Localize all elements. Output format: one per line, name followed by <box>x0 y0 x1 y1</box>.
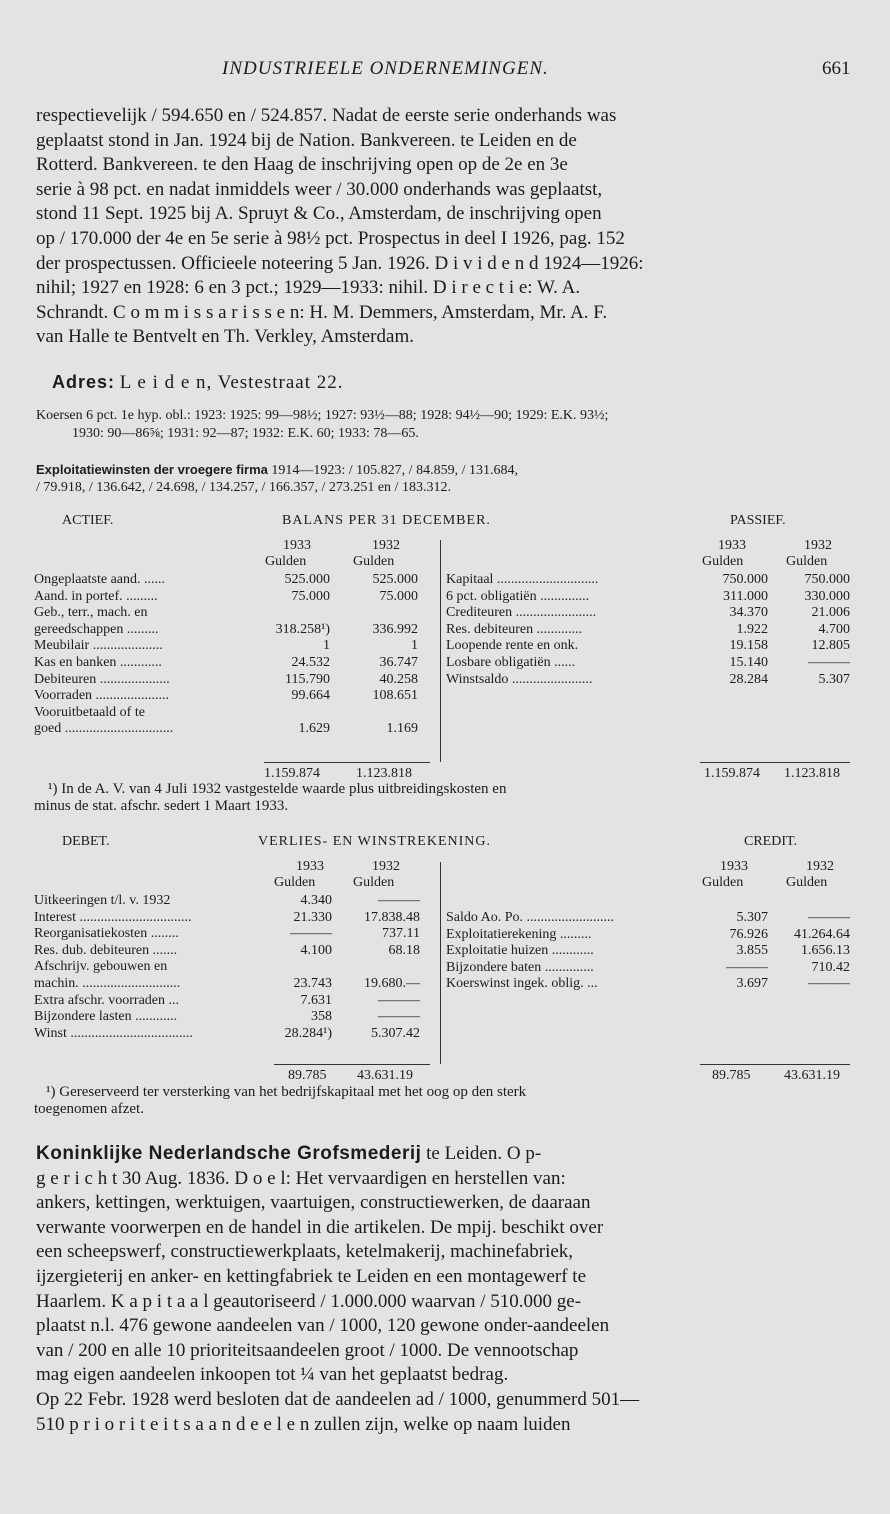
section2-line-0: te Leiden. O p- <box>426 1143 542 1164</box>
row-value: 23.743 <box>293 976 332 991</box>
section2-line: Haarlem. K a p i t a a l geautoriseerd / 1.000.000 waarvan / 510.000 ge- <box>36 1290 582 1312</box>
row-value: 68.18 <box>388 942 420 958</box>
intro-line: serie à 98 pct. en nadat inmiddels weer / 30.000 onderhands was geplaatst, <box>36 178 603 200</box>
intro-line: op / 170.000 der 4e en 5e serie à 98½ pct. Prospectus in deel I 1926, pag. 152 <box>36 228 625 249</box>
row-label: Geb., terr., mach. en <box>34 605 148 621</box>
row-value: 336.992 <box>372 621 418 637</box>
balans-total-p1: 1.159.874 <box>704 766 760 781</box>
row-label: Vooruitbetaald of te <box>34 704 145 720</box>
row-value: 750.000 <box>804 572 850 587</box>
verlies-divider <box>440 862 441 1064</box>
row-value: 28.284¹) <box>284 1025 332 1041</box>
balans-title: BALANS PER 31 DECEMBER. <box>282 513 491 528</box>
address-line <box>52 372 344 394</box>
row-label: Reorganisatiekosten ........ <box>34 926 179 942</box>
row-value: ——— <box>378 1009 420 1025</box>
balans-left-head: ACTIEF. <box>62 513 114 528</box>
balans-right-head: PASSIEF. <box>730 513 786 528</box>
row-value: 358 <box>311 1009 332 1025</box>
verlies-total-d1: 89.785 <box>288 1068 327 1083</box>
row-value: ——— <box>808 976 850 992</box>
balans-p-year2: 1932 <box>804 538 832 553</box>
section2-line: g e r i c h t 30 Aug. 1836. D o e l: Het vervaardigen en herstellen van: <box>36 1167 566 1189</box>
row-label: Losbare obligatiën ...... <box>446 655 576 670</box>
section2-line: Op 22 Febr. 1928 werd besloten dat de aandeelen ad / 1000, genummerd 501— <box>36 1389 640 1410</box>
row-label: Uitkeeringen t/l. v. 1932 <box>34 893 171 908</box>
intro-line: Schrandt. C o m m i s s a r i s s e n: H. M. Demmers, Amsterdam, Mr. A. F. <box>36 301 608 323</box>
row-value: 3.697 <box>736 976 768 992</box>
balans-a-year1: 1933 <box>283 538 311 553</box>
row-label: goed ............................... <box>34 721 174 737</box>
row-value: 5.307 <box>818 671 850 687</box>
exploitatie-label: Exploitatiewinsten der vroegere firma <box>36 462 268 477</box>
row-value: 28.284 <box>729 671 768 687</box>
row-label: Extra afschr. voorraden ... <box>34 992 179 1008</box>
row-value: 5.307.42 <box>371 1025 420 1041</box>
balans-total-p2: 1.123.818 <box>784 766 840 781</box>
row-value: 5.307 <box>736 910 768 925</box>
verlies-d-unit1: Gulden <box>274 875 316 890</box>
balans-total-rule-right <box>700 762 850 763</box>
page-number: 661 <box>822 58 851 79</box>
balans-a-unit2: Gulden <box>353 554 395 569</box>
section2-line: ijzergieterij en anker- en kettingfabriek te Leiden en een montagewerf te <box>36 1266 586 1287</box>
row-value: 4.700 <box>818 621 850 637</box>
row-value: 1.629 <box>298 721 330 737</box>
row-value: 3.855 <box>736 943 768 959</box>
row-label: Loopende rente en onk. <box>446 638 579 654</box>
balans-total-a2: 1.123.818 <box>356 766 412 781</box>
row-value: 36.747 <box>379 655 418 670</box>
row-label: Aand. in portef. ......... <box>34 588 158 604</box>
row-label: 6 pct. obligatiën .............. <box>446 588 590 604</box>
row-value: 7.631 <box>300 992 332 1008</box>
section2-line: plaatst n.l. 476 gewone aandeelen van / 1000, 120 gewone onder-aandeelen <box>36 1315 610 1337</box>
row-value: 40.258 <box>379 671 418 687</box>
verlies-d-unit2: Gulden <box>353 875 395 890</box>
row-value: 12.805 <box>811 638 850 654</box>
running-header: INDUSTRIEELE ONDERNEMINGEN. <box>222 58 549 79</box>
intro-line: respectievelijk / 594.650 en / 524.857. Nadat de eerste serie onderhands was <box>36 105 617 126</box>
balans-divider <box>440 540 441 762</box>
row-label: Res. dub. debiteuren ....... <box>34 942 178 958</box>
row-value: 19.680.— <box>364 976 420 991</box>
verlies-c-unit2: Gulden <box>786 875 828 890</box>
row-value: ——— <box>808 655 850 670</box>
section2-first-line <box>36 1143 541 1165</box>
row-label: Saldo Ao. Po. ......................... <box>446 910 615 925</box>
intro-line: nihil; 1927 en 1928: 6 en 3 pct.; 1929—1933: nihil. D i r e c t i e: W. A. <box>36 277 581 299</box>
verlies-footnote-2: toegenomen afzet. <box>34 1101 144 1117</box>
row-value: 75.000 <box>379 588 418 604</box>
row-value: 1.922 <box>736 621 768 637</box>
row-value: 75.000 <box>291 588 330 604</box>
intro-line: geplaatst stond in Jan. 1924 bij de Nation. Bankvereen. te Leiden en de <box>36 129 577 151</box>
section2-line: ankers, kettingen, werktuigen, vaartuigen, constructiewerken, de daaraan <box>36 1192 591 1214</box>
company-name: Koninklijke Nederlandsche Grofsmederij <box>36 1143 422 1164</box>
row-value: 21.330 <box>293 909 332 925</box>
row-value: 318.258¹) <box>275 621 330 637</box>
row-value: 76.926 <box>729 926 768 942</box>
row-value: 737.11 <box>382 926 420 942</box>
row-value: 15.140 <box>729 655 768 670</box>
row-label: Koerswinst ingek. oblig. ... <box>446 976 598 992</box>
section2-line: verwante voorwerpen en de handel in die artikelen. De mpij. beschikt over <box>36 1216 604 1238</box>
balans-p-year1: 1933 <box>718 538 746 553</box>
verlies-d-year2: 1932 <box>372 859 400 874</box>
row-value: ——— <box>808 910 850 925</box>
row-label: Exploitatie huizen ............ <box>446 943 594 959</box>
verlies-right-head: CREDIT. <box>744 834 798 849</box>
row-value: 17.838.48 <box>364 909 420 925</box>
section2-line: 510 p r i o r i t e i t s a a n d e e l e n zullen zijn, welke op naam luiden <box>36 1413 571 1435</box>
row-value: ——— <box>290 926 332 942</box>
verlies-total-rule-right <box>700 1064 850 1065</box>
row-value: 750.000 <box>722 572 768 587</box>
row-label: Bijzondere baten .............. <box>446 959 594 975</box>
row-label: Interest ................................ <box>34 909 192 925</box>
row-value: ——— <box>726 959 768 975</box>
row-value: 4.340 <box>300 893 332 908</box>
row-label: Winst ................................... <box>34 1025 193 1041</box>
row-label: Kapitaal ............................. <box>446 572 599 587</box>
exploitatie-line-1 <box>36 462 518 479</box>
balans-a-unit1: Gulden <box>265 554 307 569</box>
verlies-total-d2: 43.631.19 <box>357 1068 413 1083</box>
verlies-title: VERLIES- EN WINSTREKENING. <box>258 834 491 849</box>
balans-p-unit1: Gulden <box>702 554 744 569</box>
intro-line: van Halle te Bentvelt en Th. Verkley, Amsterdam. <box>36 326 414 348</box>
verlies-total-c2: 43.631.19 <box>784 1068 840 1083</box>
balans-total-rule-left <box>264 762 430 763</box>
section2-line: van / 200 en alle 10 prioriteitsaandeelen groot / 1000. De vennootschap <box>36 1339 579 1361</box>
row-label: Res. debiteuren ............. <box>446 621 583 637</box>
row-label: Voorraden ..................... <box>34 688 170 704</box>
row-value: ——— <box>378 992 420 1008</box>
verlies-c-year1: 1933 <box>720 859 748 874</box>
row-label: Meubilair .................... <box>34 638 163 654</box>
row-value: 330.000 <box>804 588 850 604</box>
row-value: 99.664 <box>291 688 330 704</box>
verlies-c-unit1: Gulden <box>702 875 744 890</box>
row-label: Ongeplaatste aand. ...... <box>34 572 166 587</box>
row-value: 1 <box>323 638 330 654</box>
verlies-d-year1: 1933 <box>296 859 324 874</box>
balans-total-a1: 1.159.874 <box>264 766 320 781</box>
row-value: 19.158 <box>729 638 768 654</box>
row-label: Debiteuren .................... <box>34 671 170 687</box>
row-value: ——— <box>378 893 420 908</box>
address-text: L e i d e n, Vestestraat 22. <box>119 372 344 393</box>
row-label: Afschrijv. gebouwen en <box>34 959 168 975</box>
verlies-left-head: DEBET. <box>62 834 110 849</box>
row-label: Winstsaldo ....................... <box>446 671 593 687</box>
row-value: 34.370 <box>729 605 768 621</box>
verlies-footnote-1: ¹) Gereserveerd ter versterking van het bedrijfskapitaal met het oog op den sterk <box>46 1084 527 1100</box>
verlies-total-c1: 89.785 <box>712 1068 751 1083</box>
row-value: 24.532 <box>291 655 330 670</box>
exploitatie-values-1: 1914—1923: / 105.827, / 84.859, / 131.684, <box>271 463 518 478</box>
row-label: gereedschappen ......... <box>34 621 159 637</box>
row-value: 1 <box>411 638 418 654</box>
verlies-total-rule-left <box>274 1064 430 1065</box>
section2-line: mag eigen aandeelen inkoopen tot ¼ van het geplaatst bedrag. <box>36 1364 509 1386</box>
verlies-c-year2: 1932 <box>806 859 834 874</box>
row-label: Bijzondere lasten ............ <box>34 1009 178 1025</box>
exploitatie-line-2: / 79.918, / 136.642, / 24.698, / 134.257, / 166.357, / 273.251 en / 183.312. <box>36 480 451 495</box>
row-value: 525.000 <box>284 572 330 587</box>
row-label: machin. ............................ <box>34 976 181 991</box>
intro-line: stond 11 Sept. 1925 bij A. Spruyt & Co., Amsterdam, de inschrijving open <box>36 203 602 225</box>
balans-p-unit2: Gulden <box>786 554 828 569</box>
row-label: Exploitatierekening ......... <box>446 926 592 942</box>
row-value: 1.656.13 <box>801 943 850 959</box>
row-label: Kas en banken ............ <box>34 655 162 670</box>
row-value: 710.42 <box>811 959 850 975</box>
row-value: 108.651 <box>372 688 418 704</box>
koersen-line-1: Koersen 6 pct. 1e hyp. obl.: 1923: 1925: 99—98½; 1927: 93½—88; 1928: 94½—90; 1929: E.K. 93½; <box>36 408 609 423</box>
row-value: 525.000 <box>372 572 418 587</box>
row-value: 115.790 <box>285 671 330 687</box>
balans-footnote-2: minus de stat. afschr. sedert 1 Maart 1933. <box>34 798 289 814</box>
row-value: 4.100 <box>300 942 332 958</box>
row-value: 21.006 <box>811 605 850 621</box>
intro-line: Rotterd. Bankvereen. te den Haag de inschrijving open op de 2e en 3e <box>36 154 568 176</box>
row-value: 1.169 <box>386 721 418 737</box>
row-value: 311.000 <box>723 588 768 604</box>
row-value: 41.264.64 <box>794 926 850 942</box>
balans-a-year2: 1932 <box>372 538 400 553</box>
address-label: Adres: <box>52 372 116 392</box>
section2-line: een scheepswerf, constructiewerkplaats, ketelmakerij, machinefabriek, <box>36 1241 574 1263</box>
row-label: Crediteuren ....................... <box>446 605 597 621</box>
koersen-line-2: 1930: 90—86⅝; 1931: 92—87; 1932: E.K. 60; 1933: 78—65. <box>72 426 419 441</box>
intro-line: der prospectussen. Officieele noteering 5 Jan. 1926. D i v i d e n d 1924—1926: <box>36 252 644 274</box>
balans-footnote-1: ¹) In de A. V. van 4 Juli 1932 vastgestelde waarde plus uitbreidingskosten en <box>48 781 507 797</box>
